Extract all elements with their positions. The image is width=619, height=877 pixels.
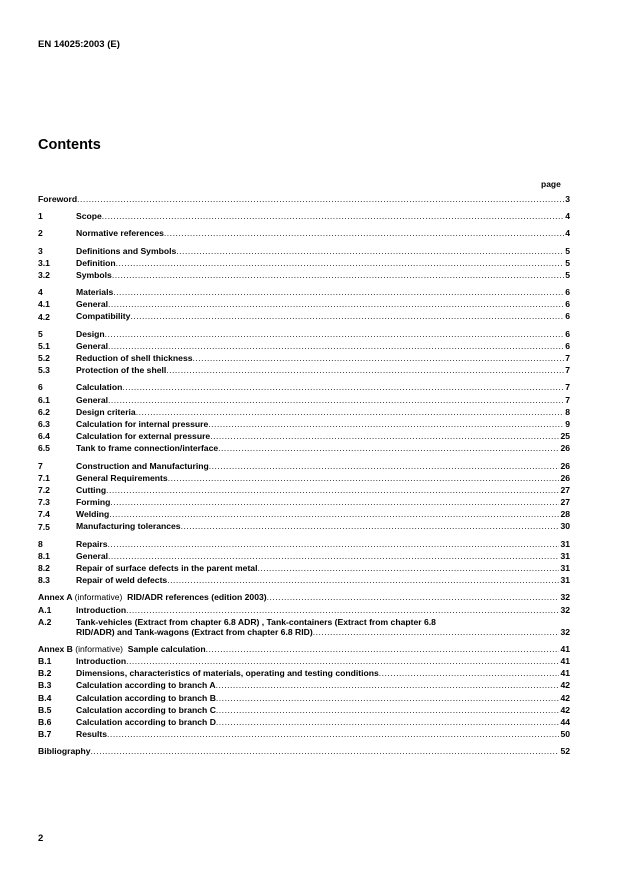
leader-dots — [216, 716, 560, 728]
toc-page: 26 — [560, 472, 570, 483]
toc-entry-5[interactable] — [38, 328, 570, 340]
leader-dots — [216, 704, 560, 716]
toc-title: General — [76, 299, 109, 310]
toc-title: Materials — [76, 287, 114, 298]
toc-number: A.2 — [38, 616, 52, 627]
leader-dots — [106, 484, 559, 496]
toc-page: 41 — [560, 655, 570, 666]
leader-dots — [130, 311, 564, 323]
toc-title: Design criteria — [76, 406, 136, 417]
leader-dots — [108, 538, 560, 550]
toc-title: Manufacturing tolerances — [76, 521, 181, 532]
toc-entry-b-1[interactable] — [38, 655, 570, 667]
toc-entry-b-2[interactable] — [38, 667, 570, 679]
toc-title: General — [76, 394, 109, 405]
toc-title: Calculation — [76, 382, 123, 393]
toc-entry-b-7[interactable] — [38, 728, 570, 740]
toc-entry-7-1[interactable] — [38, 472, 570, 484]
toc-title: Calculation according to branch B — [76, 692, 216, 703]
table-of-contents — [38, 193, 570, 758]
leader-dots — [193, 352, 565, 364]
leader-dots — [113, 286, 564, 298]
toc-entry-7-2[interactable] — [38, 484, 570, 496]
leader-dots — [313, 626, 560, 638]
toc-number: B.5 — [38, 704, 52, 715]
leader-dots — [216, 692, 560, 704]
toc-entry-8-3[interactable] — [38, 574, 570, 586]
toc-page: 31 — [560, 563, 570, 574]
leader-dots — [126, 655, 559, 667]
leader-dots — [181, 521, 560, 533]
toc-entry-7[interactable] — [38, 460, 570, 472]
toc-page: 41 — [560, 643, 570, 654]
toc-number: 6.3 — [38, 419, 50, 429]
toc-number: 4.2 — [38, 311, 50, 322]
toc-page: 42 — [560, 680, 570, 691]
toc-page: 31 — [560, 575, 570, 586]
toc-number: 3.2 — [38, 269, 50, 280]
toc-page: 4 — [565, 228, 570, 239]
leader-dots — [91, 745, 560, 757]
toc-entry-bibliography[interactable] — [38, 745, 570, 757]
toc-page: 7 — [565, 365, 570, 376]
toc-page: 50 — [560, 729, 570, 740]
toc-title: Introduction — [76, 604, 127, 615]
toc-entry-b-6[interactable] — [38, 716, 570, 728]
toc-page: 27 — [560, 484, 570, 495]
toc-entry-8-2[interactable] — [38, 562, 570, 574]
toc-page: 4 — [565, 211, 570, 222]
toc-entry-a-2[interactable] — [38, 616, 570, 638]
toc-number: 6.5 — [38, 443, 50, 454]
leader-dots — [108, 394, 564, 406]
toc-entry-7-3[interactable] — [38, 496, 570, 508]
toc-page: 41 — [560, 668, 570, 679]
toc-page: 5 — [565, 269, 570, 280]
toc-page: 3 — [565, 193, 570, 204]
leader-dots — [379, 667, 560, 679]
document-id: EN 14025:2003 (E) — [38, 39, 120, 50]
toc-entry-8-1[interactable] — [38, 550, 570, 562]
toc-page: 5 — [565, 245, 570, 256]
toc-page: 44 — [560, 716, 570, 727]
toc-number: 5.1 — [38, 340, 50, 351]
leader-dots — [206, 643, 560, 655]
annex-kind: (informative) — [75, 643, 124, 654]
leader-dots — [209, 460, 560, 472]
toc-title: Normative references — [76, 228, 164, 239]
toc-number: 7.5 — [38, 521, 50, 532]
leader-dots — [257, 562, 559, 574]
leader-dots — [105, 328, 565, 340]
toc-title-line-2: RID/ADR) and Tank-wagons (Extract from chapter 6.8 RID) — [76, 626, 313, 637]
leader-dots — [126, 604, 559, 616]
leader-dots — [107, 728, 559, 740]
toc-title: Forming — [76, 497, 111, 508]
toc-title: General — [76, 550, 109, 561]
toc-title: Protection of the shell — [76, 365, 167, 376]
toc-entry-3-2[interactable] — [38, 269, 570, 281]
toc-title-line-1: Tank-vehicles (Extract from chapter 6.8 ADR) , Tank-containers (Extract from chapter 6.8 — [76, 616, 436, 627]
leader-dots — [112, 269, 564, 281]
toc-title: Results — [76, 729, 108, 740]
toc-page: 7 — [565, 382, 570, 393]
toc-page: 7 — [565, 353, 570, 364]
toc-entry-3-1[interactable] — [38, 257, 570, 269]
toc-entry-6-5[interactable] — [38, 442, 570, 454]
toc-number: B.2 — [38, 668, 52, 679]
contents-heading: Contents — [38, 137, 101, 153]
leader-dots — [168, 472, 560, 484]
toc-number: 3.1 — [38, 257, 50, 268]
toc-number: 6 — [38, 382, 43, 393]
toc-entry-6-3[interactable] — [38, 418, 570, 430]
leader-dots — [218, 442, 559, 454]
toc-number: 5 — [38, 328, 43, 339]
leader-dots — [109, 508, 559, 520]
toc-title: Repairs — [76, 538, 108, 549]
toc-entry-b-3[interactable] — [38, 679, 570, 691]
toc-entry-2[interactable] — [38, 227, 570, 239]
toc-number: 6.2 — [38, 406, 50, 417]
toc-title: Calculation according to branch C — [76, 704, 216, 715]
toc-entry-7-5[interactable] — [38, 521, 570, 533]
toc-title: Symbols — [76, 269, 112, 280]
leader-dots — [108, 340, 564, 352]
leader-dots — [102, 210, 564, 222]
toc-entry-4[interactable] — [38, 286, 570, 298]
toc-entry-5-3[interactable] — [38, 364, 570, 376]
toc-number: 7.3 — [38, 497, 50, 508]
toc-page: 6 — [565, 299, 570, 310]
toc-number: 3 — [38, 245, 43, 256]
toc-title: Cutting — [76, 484, 107, 495]
toc-title: Compatibility — [76, 311, 131, 322]
toc-title: Calculation for internal pressure — [76, 418, 209, 429]
toc-title: Design — [76, 328, 105, 339]
toc-title: General — [76, 340, 109, 351]
annex-label: Annex B — [38, 643, 73, 654]
toc-page: 31 — [560, 538, 570, 549]
annex-label: Annex A — [38, 592, 73, 603]
leader-dots — [110, 496, 559, 508]
toc-number: 5.3 — [38, 365, 50, 376]
toc-entry-6-4[interactable] — [38, 430, 570, 442]
leader-dots — [216, 679, 560, 691]
toc-entry-6-2[interactable] — [38, 406, 570, 418]
toc-entry-foreword[interactable] — [38, 193, 570, 205]
toc-number: 5.2 — [38, 353, 50, 364]
toc-number: A.1 — [38, 604, 52, 615]
leader-dots — [167, 574, 559, 586]
leader-dots — [210, 430, 559, 442]
toc-entry-6-1[interactable] — [38, 394, 570, 406]
toc-title: Calculation according to branch A — [76, 680, 216, 691]
toc-number: 8 — [38, 538, 43, 549]
toc-entry-b-4[interactable] — [38, 692, 570, 704]
toc-entry-annex-a[interactable] — [38, 591, 570, 603]
toc-title: Calculation for external pressure — [76, 431, 211, 442]
toc-number: B.4 — [38, 692, 52, 703]
toc-entry-7-4[interactable] — [38, 508, 570, 520]
leader-dots — [108, 550, 559, 562]
toc-page: 8 — [565, 406, 570, 417]
toc-entry-4-2[interactable] — [38, 311, 570, 323]
toc-number: B.6 — [38, 716, 52, 727]
toc-entry-3[interactable] — [38, 245, 570, 257]
toc-page: 9 — [565, 418, 570, 429]
toc-entry-8[interactable] — [38, 538, 570, 550]
toc-number: 8.2 — [38, 563, 50, 574]
toc-title: General Requirements — [76, 472, 168, 483]
toc-entry-5-1[interactable] — [38, 340, 570, 352]
toc-title: Calculation according to branch D — [76, 716, 216, 727]
toc-entry-4-1[interactable] — [38, 298, 570, 310]
toc-number: B.7 — [38, 729, 52, 740]
toc-page: 26 — [560, 460, 570, 471]
leader-dots — [108, 298, 564, 310]
toc-page: 6 — [565, 340, 570, 351]
toc-page: 32 — [560, 604, 570, 615]
toc-page: 25 — [560, 431, 570, 442]
toc-number: 7 — [38, 460, 43, 471]
toc-number: B.3 — [38, 680, 52, 691]
toc-page: 27 — [560, 497, 570, 508]
toc-number: 1 — [38, 211, 43, 222]
toc-page: 6 — [565, 311, 570, 322]
toc-entry-a-1[interactable] — [38, 604, 570, 616]
toc-title: Foreword — [38, 193, 78, 204]
toc-title: Welding — [76, 509, 110, 520]
toc-title: Scope — [76, 211, 102, 222]
page-number: 2 — [38, 833, 44, 844]
toc-page: 28 — [560, 509, 570, 520]
toc-page: 32 — [560, 592, 570, 603]
annex-kind: (informative) — [74, 592, 123, 603]
toc-entry-5-2[interactable] — [38, 352, 570, 364]
annex-title: Sample calculation — [127, 643, 206, 654]
leader-dots — [164, 227, 564, 239]
toc-title: Construction and Manufacturing — [76, 460, 209, 471]
toc-title: Reduction of shell thickness — [76, 353, 193, 364]
toc-number: B.1 — [38, 656, 52, 666]
toc-number: 4 — [38, 287, 43, 298]
toc-title: Introduction — [76, 655, 127, 666]
page-column-label: page — [541, 179, 561, 189]
toc-page: 42 — [560, 692, 570, 703]
leader-dots — [166, 364, 564, 376]
annex-title: RID/ADR references (edition 2003) — [127, 592, 267, 603]
toc-page: 7 — [565, 394, 570, 405]
toc-number: 7.1 — [38, 472, 50, 483]
toc-entry-1[interactable] — [38, 210, 570, 222]
toc-page: 30 — [560, 521, 570, 532]
toc-page: 31 — [560, 550, 570, 561]
toc-page: 52 — [560, 746, 570, 757]
toc-number: 2 — [38, 228, 43, 239]
toc-title: Bibliography — [38, 746, 91, 757]
toc-title — [38, 591, 267, 603]
toc-page: 5 — [565, 257, 570, 268]
leader-dots — [122, 381, 564, 393]
toc-title: Definition — [76, 257, 116, 268]
toc-number: 8.3 — [38, 575, 50, 586]
leader-dots — [136, 406, 565, 418]
toc-page: 6 — [565, 328, 570, 339]
toc-number: 6.1 — [38, 394, 50, 405]
toc-title: Dimensions, characteristics of materials, operating and testing conditions — [76, 668, 379, 679]
toc-title: Definitions and Symbols — [76, 245, 177, 256]
toc-number: 4.1 — [38, 299, 50, 310]
leader-dots — [116, 257, 565, 269]
toc-number: 7.4 — [38, 509, 50, 520]
toc-title: Repair of surface defects in the parent metal — [76, 563, 258, 574]
leader-dots — [77, 193, 564, 205]
toc-page: 42 — [560, 704, 570, 715]
leader-dots — [176, 245, 564, 257]
toc-number: 6.4 — [38, 431, 50, 442]
toc-page: 32 — [560, 626, 570, 637]
leader-dots — [208, 418, 564, 430]
toc-number: 8.1 — [38, 550, 50, 561]
toc-title: Repair of weld defects — [76, 575, 168, 586]
toc-title: Tank to frame connection/interface — [76, 443, 219, 454]
toc-entry-b-5[interactable] — [38, 704, 570, 716]
toc-number: 7.2 — [38, 484, 50, 495]
toc-entry-6[interactable] — [38, 381, 570, 393]
toc-entry-annex-b[interactable] — [38, 643, 570, 655]
toc-title — [38, 643, 206, 655]
toc-page: 6 — [565, 287, 570, 298]
toc-page: 26 — [560, 443, 570, 454]
leader-dots — [267, 591, 560, 603]
